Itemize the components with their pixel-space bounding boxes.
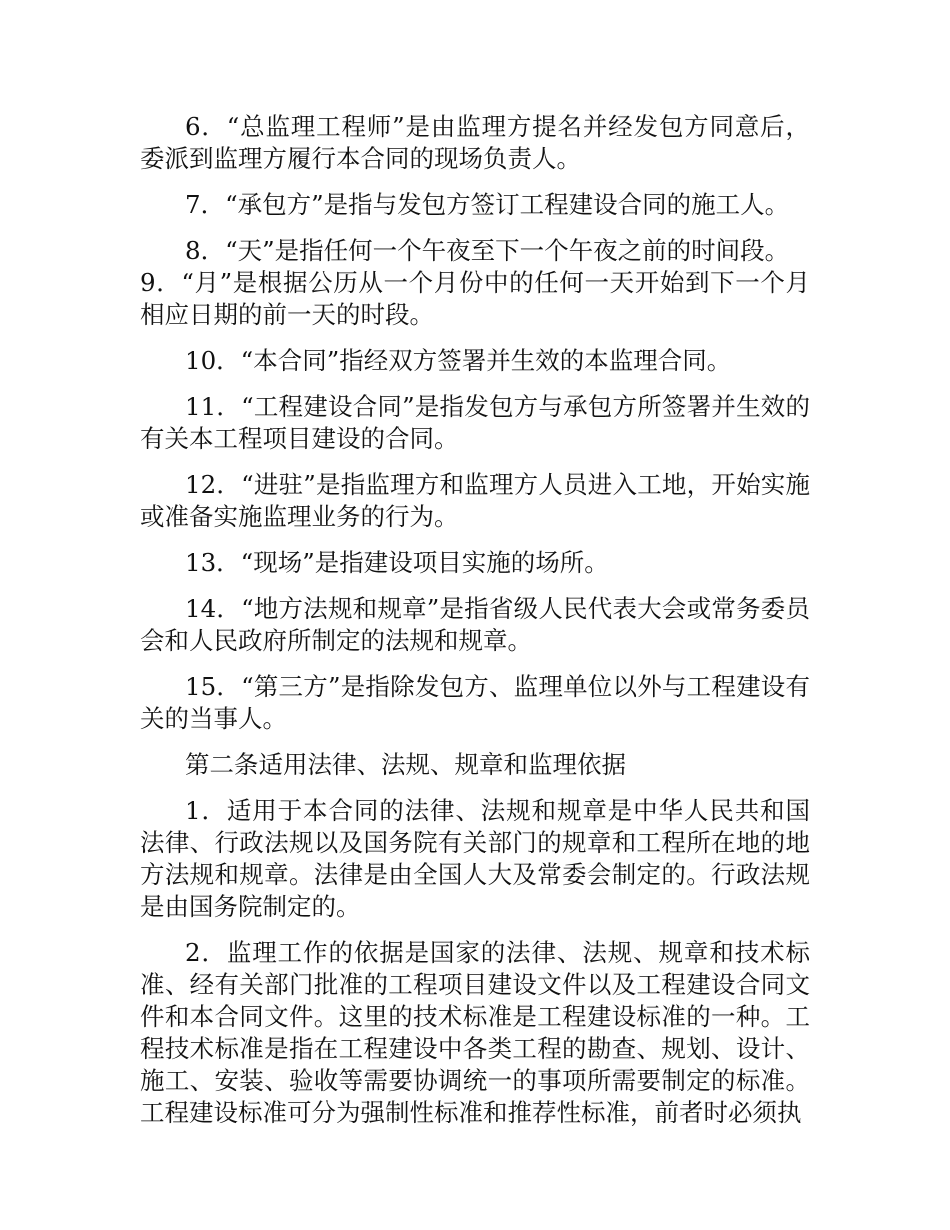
- clause-15: 15．“第三方”是指除发包方、监理单位以外与工程建设有关的当事人。: [140, 672, 810, 733]
- clause-13: 13．“现场”是指建设项目实施的场所。: [185, 548, 609, 577]
- section-heading: 第二条适用法律、法规、规章和监理依据: [185, 750, 626, 779]
- basis-item-1: 1．适用于本合同的法律、法规和规章是中华人民共和国法律、行政法规以及国务院有关部门的规章和工程所在地的地方法规和规章。法律是由全国人大及常委会制定的。行政法规是由国务院制定的。: [140, 796, 810, 921]
- clause-10: 10．“本合同”指经双方签署并生效的本监理合同。: [185, 346, 732, 375]
- document-body: [140, 111, 810, 1129]
- clause-12: 12．“进驻”是指监理方和监理方人员进入工地，开始实施或准备实施监理业务的行为。: [140, 470, 810, 531]
- clause-11: 11．“工程建设合同”是指发包方与承包方所签署并生效的有关本工程项目建设的合同。: [140, 392, 810, 453]
- basis-item-2: 2．监理工作的依据是国家的法律、法规、规章和技术标准、经有关部门批准的工程项目建设文件以及工程建设合同文件和本合同文件。这里的技术标准是工程建设标准的一种。工程技术标准是指在工程建设中各类工程的勘查、规划、设计、施工、安装、验收等需要协调统一的事项所需要制定的标准。工程建设标准可分为强制性标准和推荐性标准，前者时必须执: [140, 938, 810, 1127]
- clause-6: 6．“总监理工程师”是由监理方提名并经发包方同意后，委派到监理方履行本合同的现场负责人。: [140, 112, 810, 173]
- clause-7: 7．“承包方”是指与发包方签订工程建设合同的施工人。: [185, 190, 790, 219]
- clause-14: 14．“地方法规和规章”是指省级人民代表大会或常务委员会和人民政府所制定的法规和规章。: [140, 594, 810, 655]
- clause-8: 8．“天”是指任何一个午夜至下一个午夜之前的时间段。: [185, 236, 790, 265]
- clause-9: 9．“月”是根据公历从一个月份中的任何一天开始到下一个月相应日期的前一天的时段。: [140, 268, 810, 329]
